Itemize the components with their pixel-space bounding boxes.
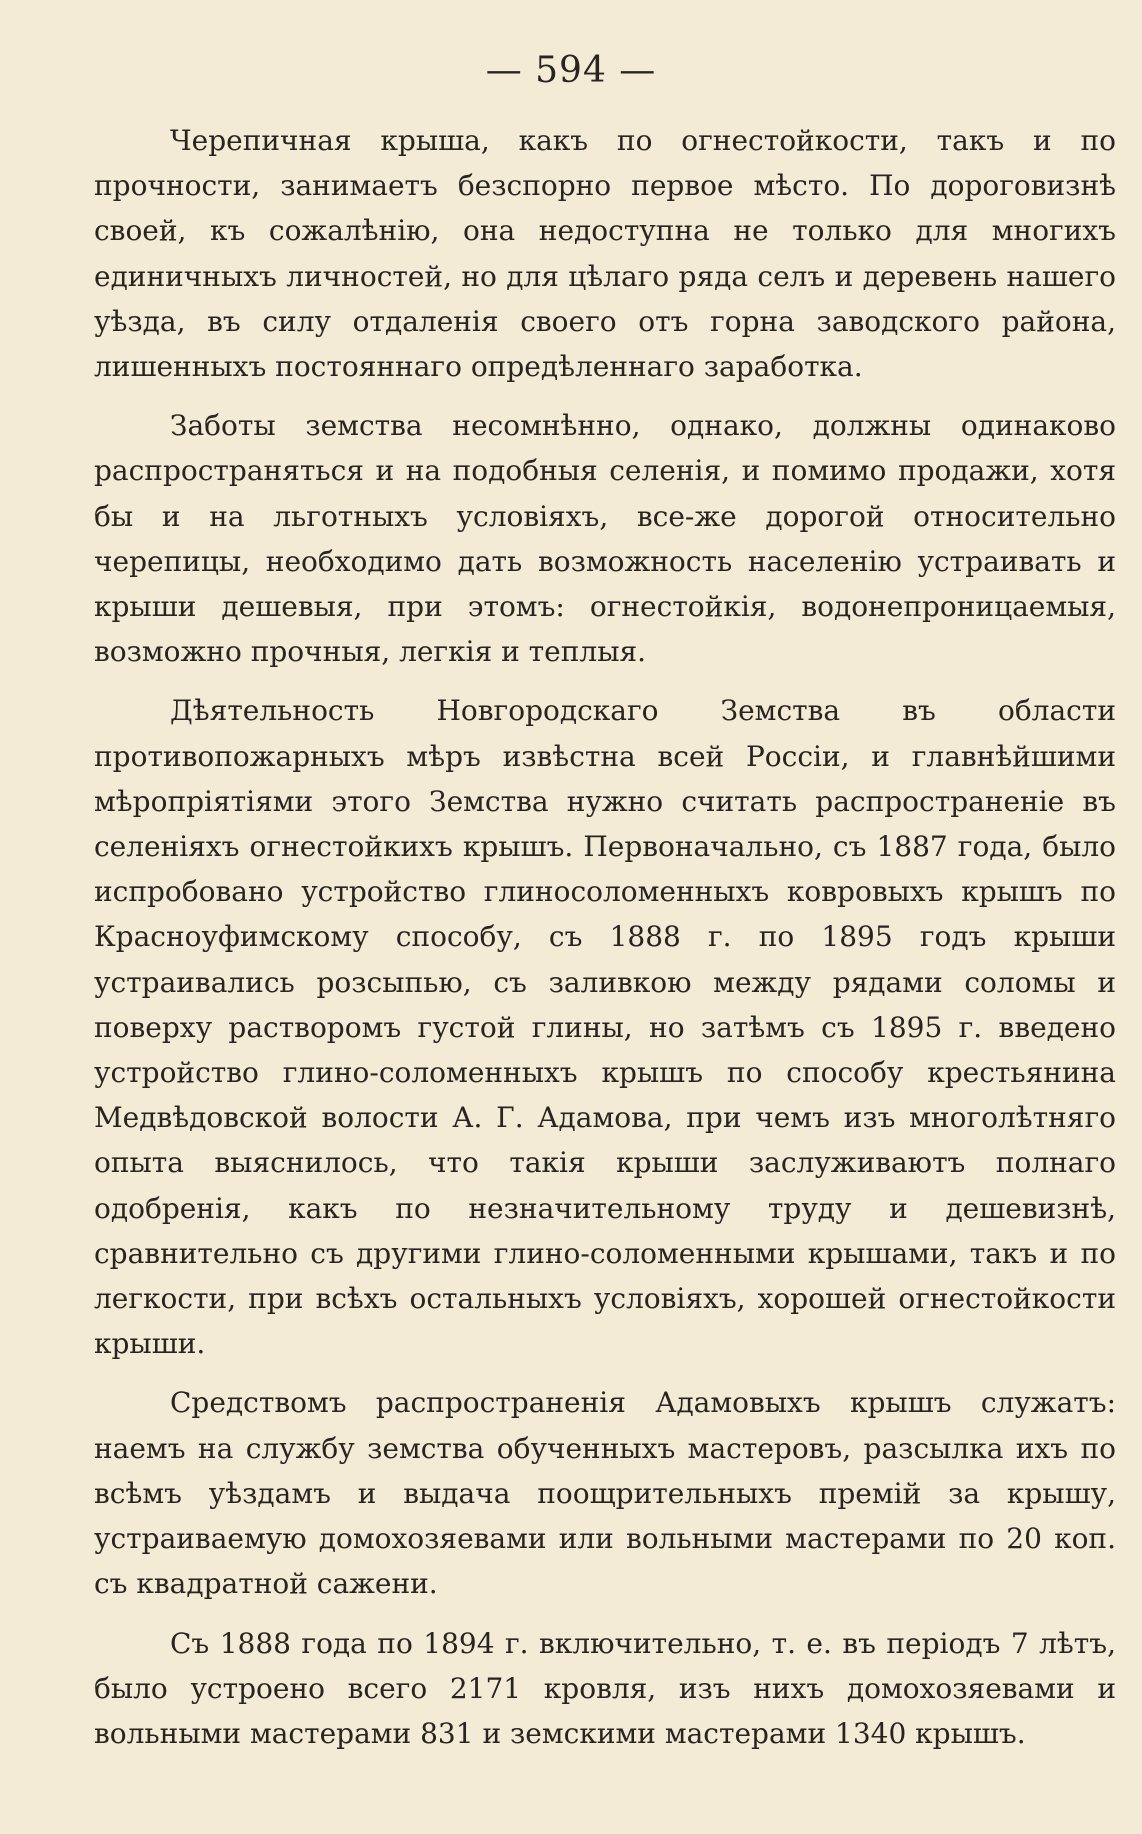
page-number: — 594 — — [485, 50, 657, 91]
paragraph-3: Дѣятельность Новгородскаго Земства въ области противопожарныхъ мѣръ извѣстна всей Россіи, и главнѣйшими мѣропріятіями этого Земства нужно считать распространеніе въ селеніяхъ огнестойкихъ крышъ. Первоначально, съ 1887 года, было испробовано устройство глиносоломенныхъ ковровыхъ крышъ по Красноуфимскому способу, съ 1888 г. по 1895 годъ крыши устраивались розсыпью, съ заливкою между рядами соломы и поверху растворомъ густой глины, но затѣмъ съ 1895 г. введено устройство глино-соломенныхъ крышъ по способу крестьянина Медвѣдовской волости А. Г. Адамова, при чемъ изъ многолѣтняго опыта выяснилось, что такія крыши заслуживаютъ полнаго одобренія, какъ по незначительному труду и дешевизнѣ, сравнительно съ другими глино-соломенными крышами, такъ и по легкости, при всѣхъ остальныхъ условіяхъ, хорошей огнестойкости крыши. — [94, 694, 1116, 1361]
paragraph-5: Съ 1888 года по 1894 г. включительно, т. е. въ періодъ 7 лѣтъ, было устроено всего 2171 кровля, изъ нихъ домохозяевами и вольными мастерами 831 и земскими мастерами 1340 крышъ. — [94, 1626, 1116, 1750]
paragraph-1: Черепичная крыша, какъ по огнестойкости, такъ и по прочности, занимаетъ безспорно первое мѣсто. По дороговизнѣ своей, къ сожалѣнію, она недоступна не только для многихъ единичныхъ личностей, но для цѣлаго ряда селъ и деревень нашего уѣзда, въ силу отдаленія своего отъ горна заводского района, лишенныхъ постояннаго опредѣленнаго заработка. — [94, 124, 1116, 384]
paragraph-2: Заботы земства несомнѣнно, однако, должны одинаково распространяться и на подобныя селенія, и помимо продажи, хотя бы и на льготныхъ условіяхъ, все-же дорогой относительно черепицы, необходимо дать возможность населенію устраивать и крыши дешевыя, при этомъ: огнестойкія, водонепроницаемыя, возможно прочныя, легкія и теплыя. — [94, 409, 1116, 669]
paragraph-4: Средствомъ распространенія Адамовыхъ крышъ служатъ: наемъ на службу земства обученныхъ мастеровъ, разсылка ихъ по всѣмъ уѣздамъ и выдача поощрительныхъ премій за крышу, устраиваемую домохозяевами или вольными мастерами по 20 коп. съ квадратной сажени. — [94, 1386, 1116, 1601]
text-body — [94, 118, 1116, 1770]
